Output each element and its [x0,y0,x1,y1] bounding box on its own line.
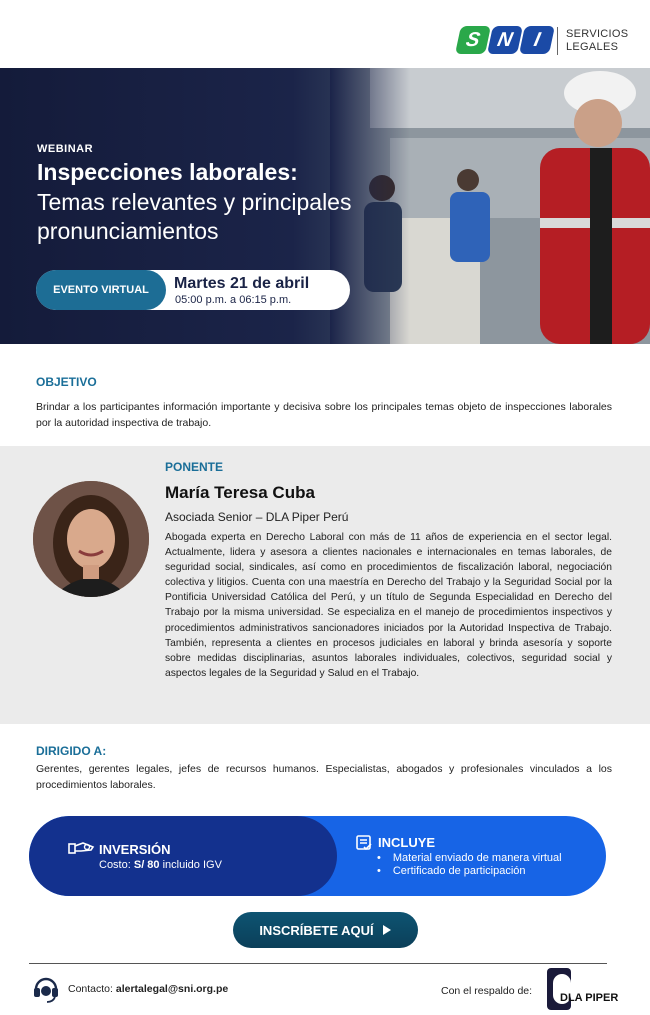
sni-logo [458,26,552,54]
inversion-title: INVERSIÓN [99,842,171,857]
event-pill [36,270,350,310]
respaldo-text: Con el respaldo de: [441,985,533,997]
sni-logo-text-line: LEGALES [566,41,619,53]
register-button-label: INSCRÍBETE AQUÍ [259,922,374,938]
money-hand-icon [67,839,95,855]
contact-info [68,983,228,995]
contact-label: Contacto: [68,983,113,995]
sni-logo-text-line: SERVICIOS [566,28,629,40]
sni-logo-letter: S [455,26,491,54]
dirigido-text: Gerentes, gerentes legales, jefes de recursos humanos. Especialistas, abogados y profesionales vinculados a los procedimientos laborales. [36,763,612,791]
checklist-icon [355,834,373,852]
hero-banner [0,68,650,344]
speaker-role: Asociada Senior – DLA Piper Perú [165,510,349,524]
ponente-heading: PONENTE [165,460,224,474]
hero-title-line3: pronunciamientos [37,218,219,244]
cost-value: S/ 80 [133,859,160,871]
inversion-cost [99,859,222,871]
dirigido-heading: DIRIGIDO A: [36,744,107,758]
incluye-title: INCLUYE [378,835,436,850]
sni-logo-text [566,28,628,54]
cost-note: incluido IGV [162,859,222,871]
incluye-list [377,852,562,878]
hero-photo [330,68,650,344]
dla-piper-logo-text: DLA PIPER [560,992,619,1004]
hero-kicker: WEBINAR [37,143,94,155]
cost-label: Costo: [99,859,131,871]
register-button[interactable] [233,912,418,948]
list-item: • Certificado de participación [377,865,562,878]
hero-title-line1: Inspecciones laborales: [37,159,298,185]
sni-logo-letter: N [487,26,523,54]
contact-email-link[interactable]: alertalegal@sni.org.pe [115,983,229,995]
list-item: • Material enviado de manera virtual [377,852,562,865]
objetivo-heading: OBJETIVO [36,375,97,389]
headset-icon [31,973,61,1005]
inversion-panel [29,816,337,896]
speaker-avatar [33,481,149,597]
objetivo-text: Brindar a los participantes información importante y decisiva sobre los principales temas objeto de inspecciones laborales por la autoridad inspectiva de trabajo. [36,401,612,429]
footer-divider [29,963,607,964]
speaker-photo [33,481,149,597]
hero-title-line2: Temas relevantes y principales [37,189,352,215]
event-time: 05:00 p.m. a 06:15 p.m. [175,294,292,306]
play-arrow-icon [382,925,392,935]
sni-logo-letter: I [519,26,555,54]
event-tag: EVENTO VIRTUAL [36,270,166,310]
header [0,0,650,68]
logo-divider [557,27,558,55]
speaker-bio: Abogada experta en Derecho Laboral con más de 11 años de experiencia en el sector legal. Actualmente, lidera y asesora a clientes nacionales e internacionales en temas laborales, de seguridad social, sindicales, así como en procedimientos de fiscalización laboral, negociación colectiva y litigios. Cuenta con una maestría en Derecho del Trabajo y la Seguridad Social por la Pontificia Universidad Católica del Perú, y un título de Segunda Especialidad en Derecho del Trabajo por la misma universidad. Se especializa en el manejo de procedimientos inspectivos y procedimientos administrativos sancionadores iniciados por la Autoridad Inspectiva de Trabajo. También, representa a clientes en procesos judiciales en laboral y brinda asesoría y soporte sobre medidas disciplinarias, asuntos laborales individuales, colectivos, seguridad social y aspectos legales de la Seguridad y Salud en el Trabajo. [165,532,612,679]
info-pill [29,816,606,896]
speaker-name: María Teresa Cuba [165,483,315,502]
event-date: Martes 21 de abril [174,275,310,292]
